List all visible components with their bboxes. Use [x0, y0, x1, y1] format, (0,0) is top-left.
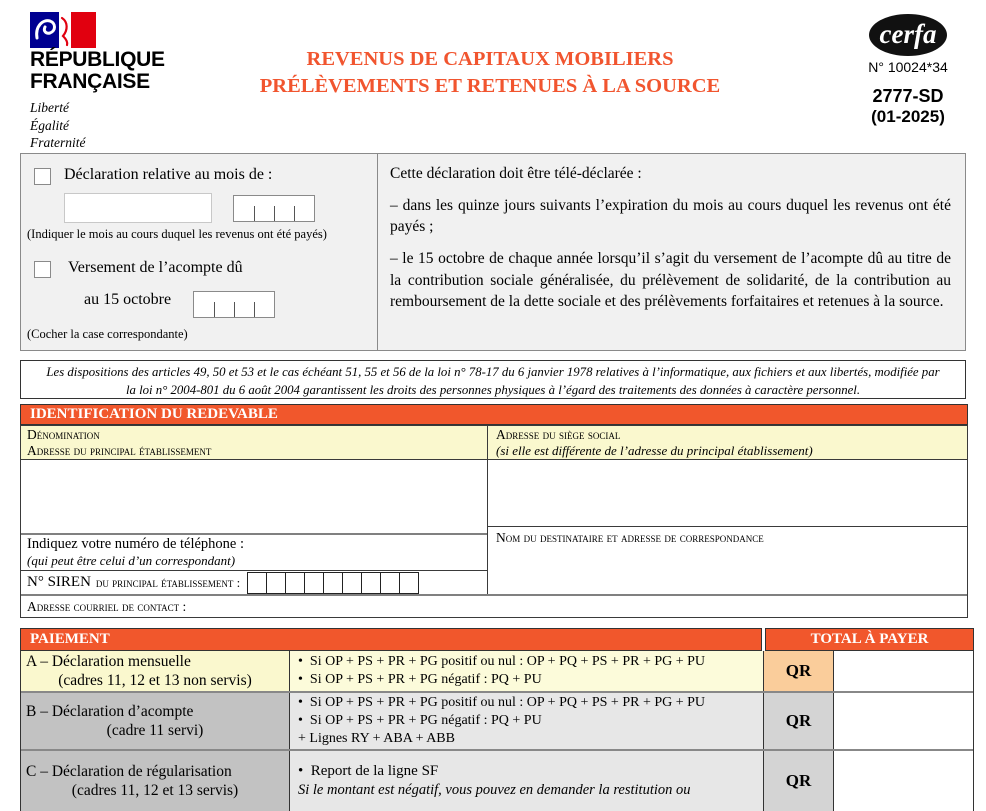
comb-tick	[254, 206, 255, 222]
declaration-period-box	[20, 153, 966, 351]
comb-tick	[274, 206, 275, 222]
siren-digit-cell[interactable]	[323, 572, 343, 594]
row-a-sublabel: (cadres 11, 12 et 13 non servis)	[58, 672, 252, 689]
payment-section-banner: PAIEMENT	[20, 628, 762, 651]
acompte-checkbox[interactable]	[34, 261, 51, 278]
row-b-formula-1: • Si OP + PS + PR + PG positif ou nul : OP + PQ + PS + PR + PG + PU	[298, 694, 755, 712]
payment-table-body	[20, 651, 974, 811]
row-c-label: C – Déclaration de régularisation	[26, 762, 232, 780]
month-input[interactable]	[64, 193, 212, 223]
row-b-total-amount-cell[interactable]	[833, 693, 973, 749]
row-a-qr-code-cell: QR	[763, 651, 833, 691]
row-b-formula-extra: + Lignes RY + ABA + ABB	[298, 731, 455, 747]
year-field-monthly[interactable]	[233, 195, 315, 222]
phone-field-area[interactable]	[21, 535, 487, 571]
denomination-input-area[interactable]	[21, 460, 487, 535]
row-a-total-amount-cell[interactable]	[833, 651, 973, 691]
marianne-profile-icon	[59, 12, 71, 48]
phone-label: Indiquez votre numéro de téléphone :	[27, 536, 245, 552]
adresse-siege-label: Adresse du siège social	[496, 427, 621, 442]
siren-suffix: du principal établissement :	[95, 574, 241, 590]
republique-francaise-logo	[30, 12, 96, 48]
check-note: (Cocher la case correspondante)	[27, 327, 188, 341]
destinataire-label[interactable]: Nom du destinataire et adresse de correspondance	[496, 530, 764, 545]
year-field-acompte[interactable]	[193, 291, 275, 318]
cerfa-logo: cerfa	[869, 14, 947, 56]
acompte-label-line2: au 15 octobre	[84, 291, 172, 308]
info-paragraph-3: – le 15 octobre de chaque année lorsqu’il s’agit du versement de l’acompte dû au titre de la contribution sociale généralisée, du prélèvement de solidarité, de la contribution au remboursement de la dette sociale et des prélèvements forfaitaires et retenues à la source.	[390, 250, 951, 311]
phone-note: (qui peut être celui d’un correspondant)	[27, 553, 236, 568]
siege-social-input-area[interactable]	[488, 460, 967, 527]
siren-digit-cell[interactable]	[399, 572, 419, 594]
siren-digit-cell[interactable]	[361, 572, 381, 594]
siren-digit-cell[interactable]	[304, 572, 324, 594]
denomination-header	[21, 426, 487, 460]
wordmark-line1: RÉPUBLIQUE	[30, 48, 165, 71]
row-a-label: A – Déclaration mensuelle	[26, 652, 191, 670]
form-title-line1: REVENUS DE CAPITAUX MOBILIERS	[306, 48, 674, 70]
form-version: (01-2025)	[871, 107, 945, 126]
siege-note: (si elle est différente de l’adresse du principal établissement)	[496, 443, 813, 459]
comb-tick	[294, 206, 295, 222]
info-paragraph-2: – dans les quinze jours suivants l’expiration du mois au cours duquel les revenus ont été payés ;	[390, 196, 951, 236]
siege-social-header	[487, 426, 967, 460]
flag-red-panel	[71, 12, 96, 48]
identification-section-banner: IDENTIFICATION DU REDEVABLE	[20, 404, 968, 425]
row-a-formula-1: • Si OP + PS + PR + PG positif ou nul : OP + PQ + PS + PR + PG + PU	[298, 653, 755, 671]
info-paragraph-1: Cette déclaration doit être télé-déclarée :	[390, 165, 642, 182]
siren-digit-cell[interactable]	[266, 572, 286, 594]
row-b-formula-2: • Si OP + PS + PR + PG négatif : PQ + PU	[298, 712, 755, 730]
flag-white-panel	[59, 12, 71, 48]
row-b-sublabel: (cadre 11 servi)	[106, 722, 204, 739]
form-id: 2777-SD	[872, 86, 944, 106]
siren-digit-cell[interactable]	[247, 572, 267, 594]
declaration-options-panel	[21, 154, 378, 350]
motto-fraternite: Fraternité	[30, 135, 86, 151]
row-c-sublabel: (cadres 11, 12 et 13 servis)	[71, 782, 239, 799]
siren-digit-cell[interactable]	[342, 572, 362, 594]
row-a-formula-cell	[289, 651, 763, 691]
cerfa-block	[846, 14, 970, 127]
total-a-payer-header: TOTAL À PAYER	[765, 628, 974, 651]
acompte-label: Versement de l’acompte dû	[68, 259, 243, 276]
row-c-negative-note: Si le montant est négatif, vous pouvez en demander la restitution ou	[298, 782, 691, 799]
legal-notice	[20, 360, 966, 399]
form-title	[160, 46, 820, 99]
adresse-principal-label: Adresse du principal établissement	[27, 443, 212, 459]
courriel-field-row[interactable]: Adresse courriel de contact :	[21, 594, 967, 618]
flag-blue-panel	[30, 12, 59, 48]
row-c-total-amount-cell[interactable]	[833, 751, 973, 811]
siren-digit-cell[interactable]	[285, 572, 305, 594]
marianne-swirl-icon	[30, 12, 59, 48]
cerfa-number: N° 10024*34	[868, 59, 948, 75]
table-row-a	[21, 651, 973, 691]
payment-banner-row	[20, 628, 974, 651]
row-a-formula-2: • Si OP + PS + PR + PG négatif : PQ + PU	[298, 671, 755, 689]
table-row-b	[21, 691, 973, 749]
row-b-qr-code-cell: QR	[763, 693, 833, 749]
monthly-declaration-label: Déclaration relative au mois de :	[64, 166, 273, 183]
republique-francaise-wordmark	[30, 49, 165, 93]
motto-liberte: Liberté	[30, 100, 69, 115]
siren-digit-cells	[248, 572, 419, 594]
motto-egalite: Égalité	[30, 117, 69, 133]
siren-field-row	[21, 571, 487, 594]
wordmark-line2: FRANÇAISE	[30, 69, 150, 93]
denomination-label: Dénomination	[27, 427, 100, 442]
form-title-line2: PRÉLÈVEMENTS ET RETENUES À LA SOURCE	[259, 74, 721, 97]
legal-notice-line1: Les dispositions des articles 49, 50 et 53 et le cas échéant 51, 55 et 56 de la loi n° 78-17 du 6 janvier 1978 relatives à l’informatique, aux fichiers et aux libertés, modifiée par	[46, 365, 940, 379]
row-c-label-cell	[21, 751, 289, 811]
payment-section	[20, 628, 974, 811]
monthly-declaration-note: (Indiquer le mois au cours duquel les revenus ont été payés)	[27, 227, 327, 241]
row-b-formula-cell	[289, 693, 763, 749]
siren-label: N° SIREN	[27, 574, 91, 590]
comb-tick	[214, 302, 215, 318]
row-b-label-cell	[21, 693, 289, 749]
comb-tick	[254, 302, 255, 318]
row-c-formula-cell	[289, 751, 763, 811]
row-a-label-cell	[21, 651, 289, 691]
siren-digit-cell[interactable]	[380, 572, 400, 594]
national-motto	[30, 99, 86, 152]
tele-declaration-info-panel	[378, 154, 965, 350]
row-c-qr-code-cell: QR	[763, 751, 833, 811]
row-b-label: B – Déclaration d’acompte	[26, 702, 194, 720]
row-c-formula-1: • Report de la ligne SF	[298, 762, 755, 782]
comb-tick	[234, 302, 235, 318]
table-row-c	[21, 749, 973, 811]
legal-notice-line2: la loi n° 2004-801 du 6 août 2004 garantissent les droits des personnes physiques à l’égard des traitements des données à caractère personnel.	[125, 382, 861, 397]
siege-social-column	[487, 460, 967, 594]
identification-table	[20, 425, 968, 618]
monthly-declaration-checkbox[interactable]	[34, 168, 51, 185]
